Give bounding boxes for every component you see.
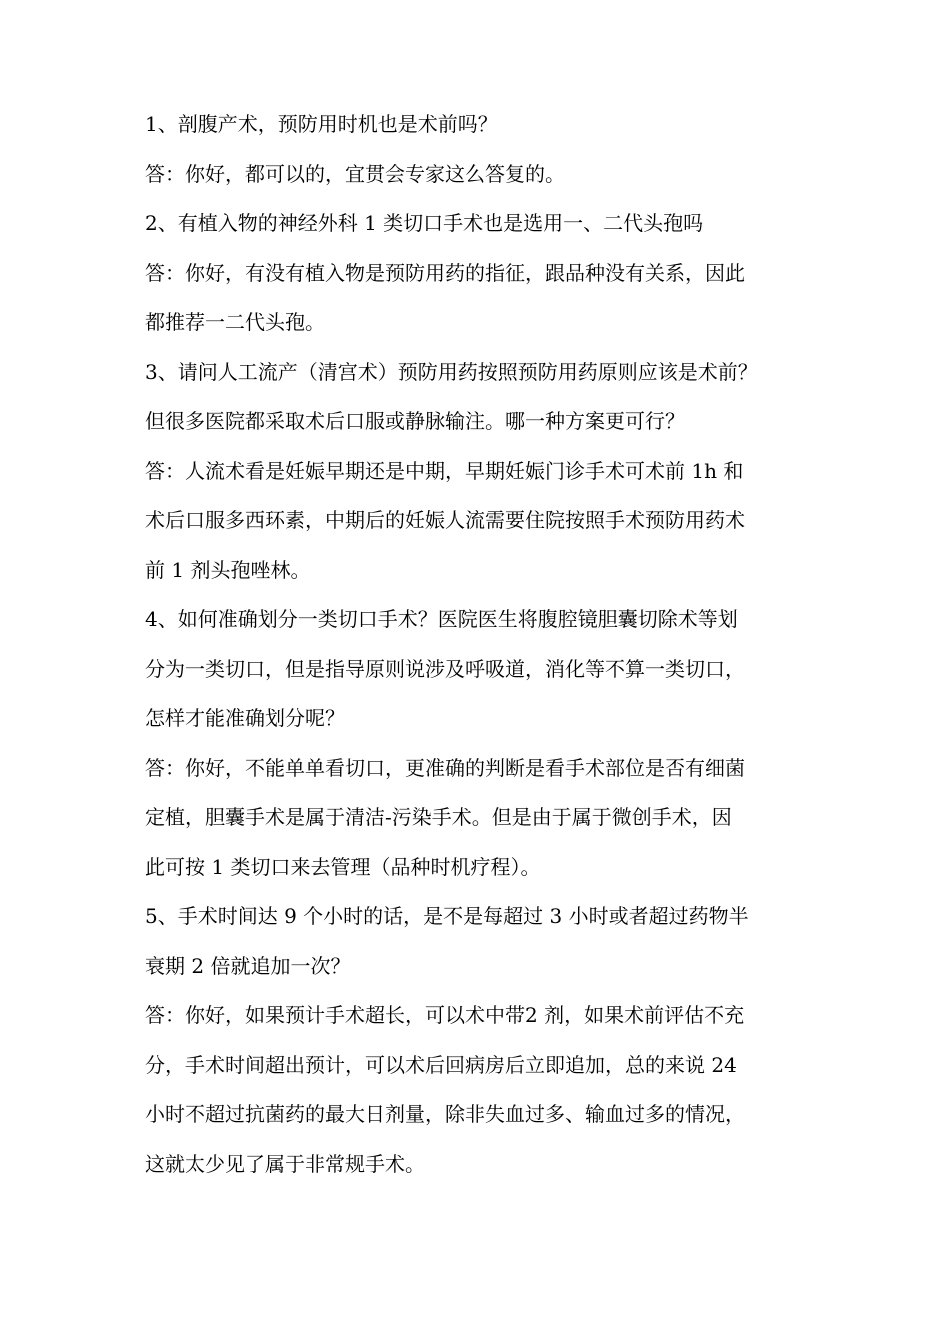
answer-line: 答：你好，都可以的，宜贯会专家这么答复的。	[145, 161, 565, 186]
answer-line: 小时不超过抗菌药的最大日剂量，除非失血过多、输血过多的情况，	[145, 1102, 745, 1126]
question-1	[145, 100, 825, 150]
answer-5	[145, 991, 825, 1189]
answer-4	[145, 744, 825, 893]
question-line: 但很多医院都采取术后口服或静脉输注。哪一种方案更可行？	[145, 409, 685, 433]
question-line: 2、有植入物的神经外科 1 类切口手术也是选用一、二代头孢吗	[145, 211, 704, 235]
question-line: 1、剖腹产术，预防用时机也是术前吗？	[145, 112, 498, 136]
question-line: 3、请问人工流产（清宫术）预防用药按照预防用药原则应该是术前？	[145, 359, 758, 384]
answer-line: 都推荐一二代头孢。	[145, 310, 325, 334]
qa-item-5	[145, 892, 825, 1189]
question-2	[145, 199, 825, 249]
question-3	[145, 348, 825, 447]
answer-line: 前 1 剂头孢唑林。	[145, 557, 311, 582]
qa-item-3	[145, 348, 825, 596]
question-4	[145, 595, 825, 744]
question-line: 4、如何准确划分一类切口手术？医院医生将腹腔镜胆囊切除术等划	[145, 607, 738, 631]
answer-1	[145, 150, 825, 200]
qa-item-2	[145, 199, 825, 348]
document-page	[145, 100, 825, 1189]
answer-line: 这就太少见了属于非常规手术。	[145, 1151, 425, 1176]
answer-2	[145, 249, 825, 348]
answer-line: 此可按 1 类切口来去管理（品种时机疗程）。	[145, 854, 541, 879]
question-line: 衰期 2 倍就追加一次？	[145, 953, 351, 978]
question-line: 分为一类切口，但是指导原则说涉及呼吸道，消化等不算一类切口，	[145, 656, 745, 681]
answer-line: 答：你好，有没有植入物是预防用药的指征，跟品种没有关系，因此	[145, 260, 745, 285]
question-5	[145, 892, 825, 991]
answer-line: 答：人流术看是妊娠早期还是中期，早期妊娠门诊手术可术前 1h 和	[145, 458, 744, 483]
answer-3	[145, 447, 825, 596]
answer-line: 定植，胆囊手术是属于清洁-污染手术。但是由于属于微创手术，因	[145, 805, 732, 829]
answer-line: 答：你好，不能单单看切口，更准确的判断是看手术部位是否有细菌	[145, 755, 745, 780]
answer-line: 答：你好，如果预计手术超长，可以术中带2 剂，如果术前评估不充	[145, 1003, 745, 1027]
qa-item-1	[145, 100, 825, 199]
question-line: 怎样才能准确划分呢？	[145, 706, 345, 730]
answer-line: 术后口服多西环素，中期后的妊娠人流需要住院按照手术预防用药术	[145, 508, 745, 532]
qa-item-4	[145, 595, 825, 892]
question-line: 5、手术时间达 9 个小时的话，是不是每超过 3 小时或者超过药物半	[145, 904, 749, 928]
answer-line: 分，手术时间超出预计，可以术后回病房后立即追加，总的来说 24	[145, 1052, 737, 1077]
